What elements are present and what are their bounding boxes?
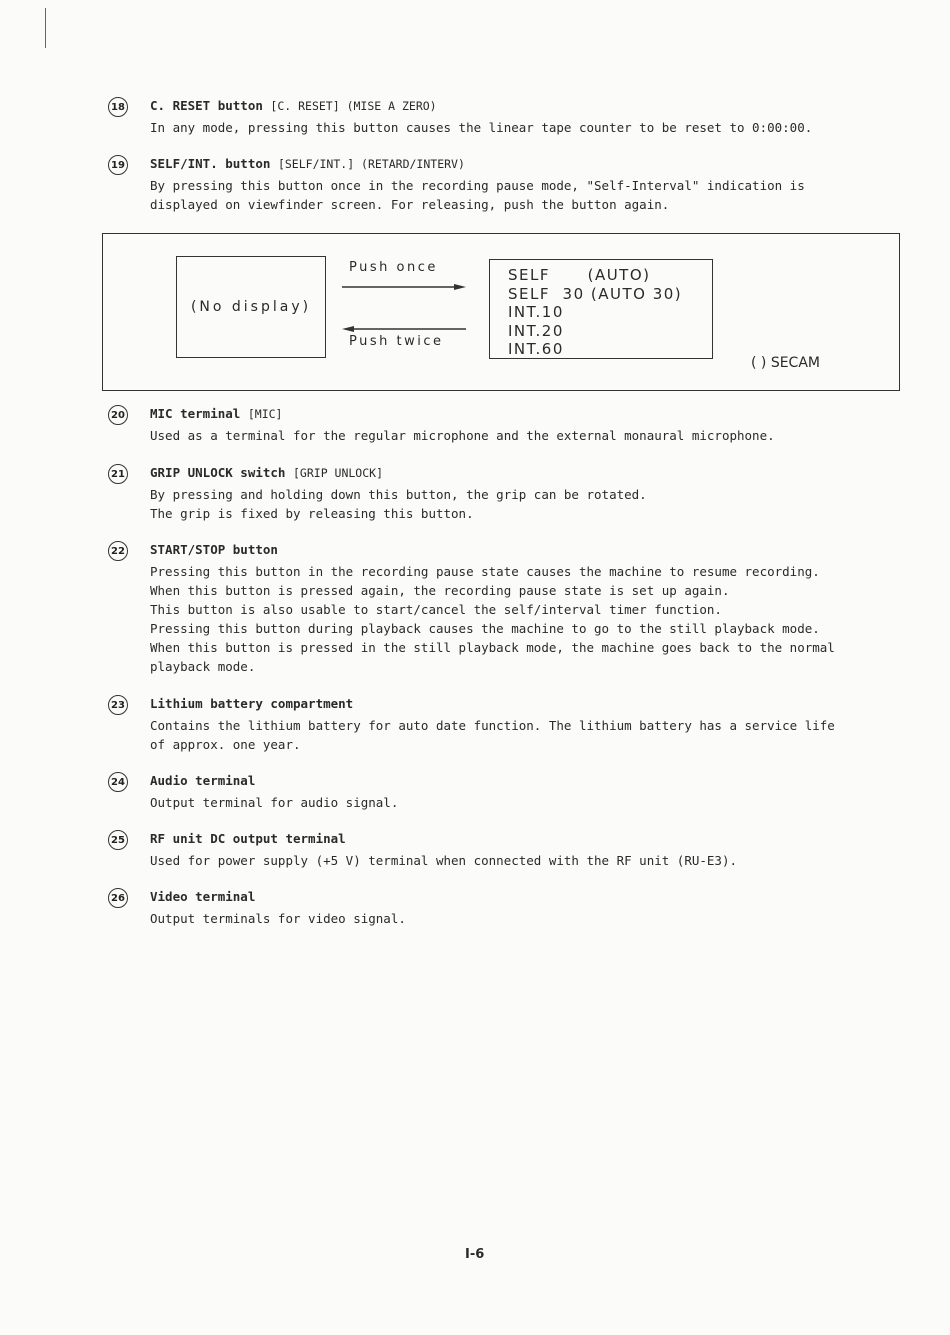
item-number: 21 (108, 464, 128, 484)
self-interval-diagram (102, 233, 900, 391)
item-body (150, 851, 737, 870)
body-line: Used as a terminal for the regular microphone and the external monaural microphone. (150, 428, 775, 443)
page-number: I-6 (465, 1247, 485, 1262)
body-line: By pressing and holding down this button, the grip can be rotated. (150, 487, 647, 502)
item-title: Lithium battery compartment (150, 696, 354, 711)
body-line: By pressing this button once in the recording pause mode, "Self-Interval" indication is (150, 178, 805, 193)
item-number: 18 (108, 97, 128, 117)
item-title: GRIP UNLOCK switch (150, 465, 286, 480)
item-heading (150, 889, 255, 904)
indication-line: INT.60 (508, 340, 564, 358)
item-heading (150, 156, 465, 171)
indication-line: SELF (AUTO) (508, 266, 651, 284)
margin-mark (45, 8, 46, 48)
item-body (150, 909, 406, 928)
indication-line: INT.10 (508, 303, 564, 321)
item-subtitle: [SELF/INT.] (RETARD/INTERV) (277, 157, 465, 171)
item-heading (150, 542, 278, 557)
body-line: Output terminals for video signal. (150, 911, 406, 926)
body-line: The grip is fixed by releasing this button. (150, 506, 474, 521)
item-title: Audio terminal (150, 773, 256, 788)
indication-line: SELF 30 (AUTO 30) (508, 284, 683, 303)
item-body (150, 485, 647, 523)
item-heading (150, 98, 437, 113)
body-line: When this button is pressed again, the recording pause state is set up again. (150, 583, 730, 598)
item-number: 23 (108, 695, 128, 715)
item-number: 22 (108, 541, 128, 561)
item-heading (150, 696, 353, 711)
body-line: Pressing this button during playback causes the machine to go to the still playback mode. (150, 621, 820, 636)
item-heading (150, 406, 282, 421)
item-subtitle: [GRIP UNLOCK] (293, 466, 384, 480)
self-interval-indications (489, 259, 713, 359)
body-line: Output terminal for audio signal. (150, 795, 399, 810)
item-subtitle: [MIC] (247, 407, 283, 421)
item-title: Video terminal (150, 889, 256, 904)
item-heading (150, 831, 346, 846)
body-line: Contains the lithium battery for auto date function. The lithium battery has a service life (150, 718, 835, 733)
body-line: displayed on viewfinder screen. For releasing, push the button again. (150, 197, 670, 212)
item-heading (150, 773, 255, 788)
body-line: This button is also usable to start/cancel the self/interval timer function. (150, 602, 722, 617)
arrow-right-icon (342, 283, 466, 291)
indication-line: INT.20 (508, 321, 564, 340)
body-line: Pressing this button in the recording pause state causes the machine to resume recording. (150, 564, 820, 579)
item-body (150, 118, 812, 137)
item-number: 19 (108, 155, 128, 175)
item-number: 24 (108, 772, 128, 792)
item-heading (150, 465, 383, 480)
push-once-label: Push once (349, 260, 438, 275)
item-title: RF unit DC output terminal (150, 831, 346, 846)
item-body (150, 426, 775, 445)
item-body (150, 716, 835, 754)
item-body (150, 793, 398, 812)
item-number: 26 (108, 888, 128, 908)
body-line: of approx. one year. (150, 737, 301, 752)
body-line: In any mode, pressing this button causes the linear tape counter to be reset to 0:00:00. (150, 120, 813, 135)
item-title: START/STOP button (150, 542, 278, 557)
push-twice-label: Push twice (349, 334, 444, 349)
secam-note: ( ) SECAM (751, 355, 820, 371)
item-body (150, 176, 805, 214)
item-title: SELF/INT. button (150, 156, 271, 171)
no-display-box: (No display) (176, 256, 326, 358)
item-body (150, 562, 835, 676)
item-number: 20 (108, 405, 128, 425)
item-number: 25 (108, 830, 128, 850)
body-line: playback mode. (150, 659, 256, 674)
body-line: Used for power supply (+5 V) terminal when connected with the RF unit (RU-E3). (150, 853, 737, 868)
body-line: When this button is pressed in the still playback mode, the machine goes back to the normal (150, 640, 835, 655)
item-title: MIC terminal (150, 406, 241, 421)
item-subtitle: [C. RESET] (MISE A ZERO) (270, 99, 437, 113)
arrow-left-icon (342, 325, 466, 333)
item-title: C. RESET button (150, 98, 263, 113)
